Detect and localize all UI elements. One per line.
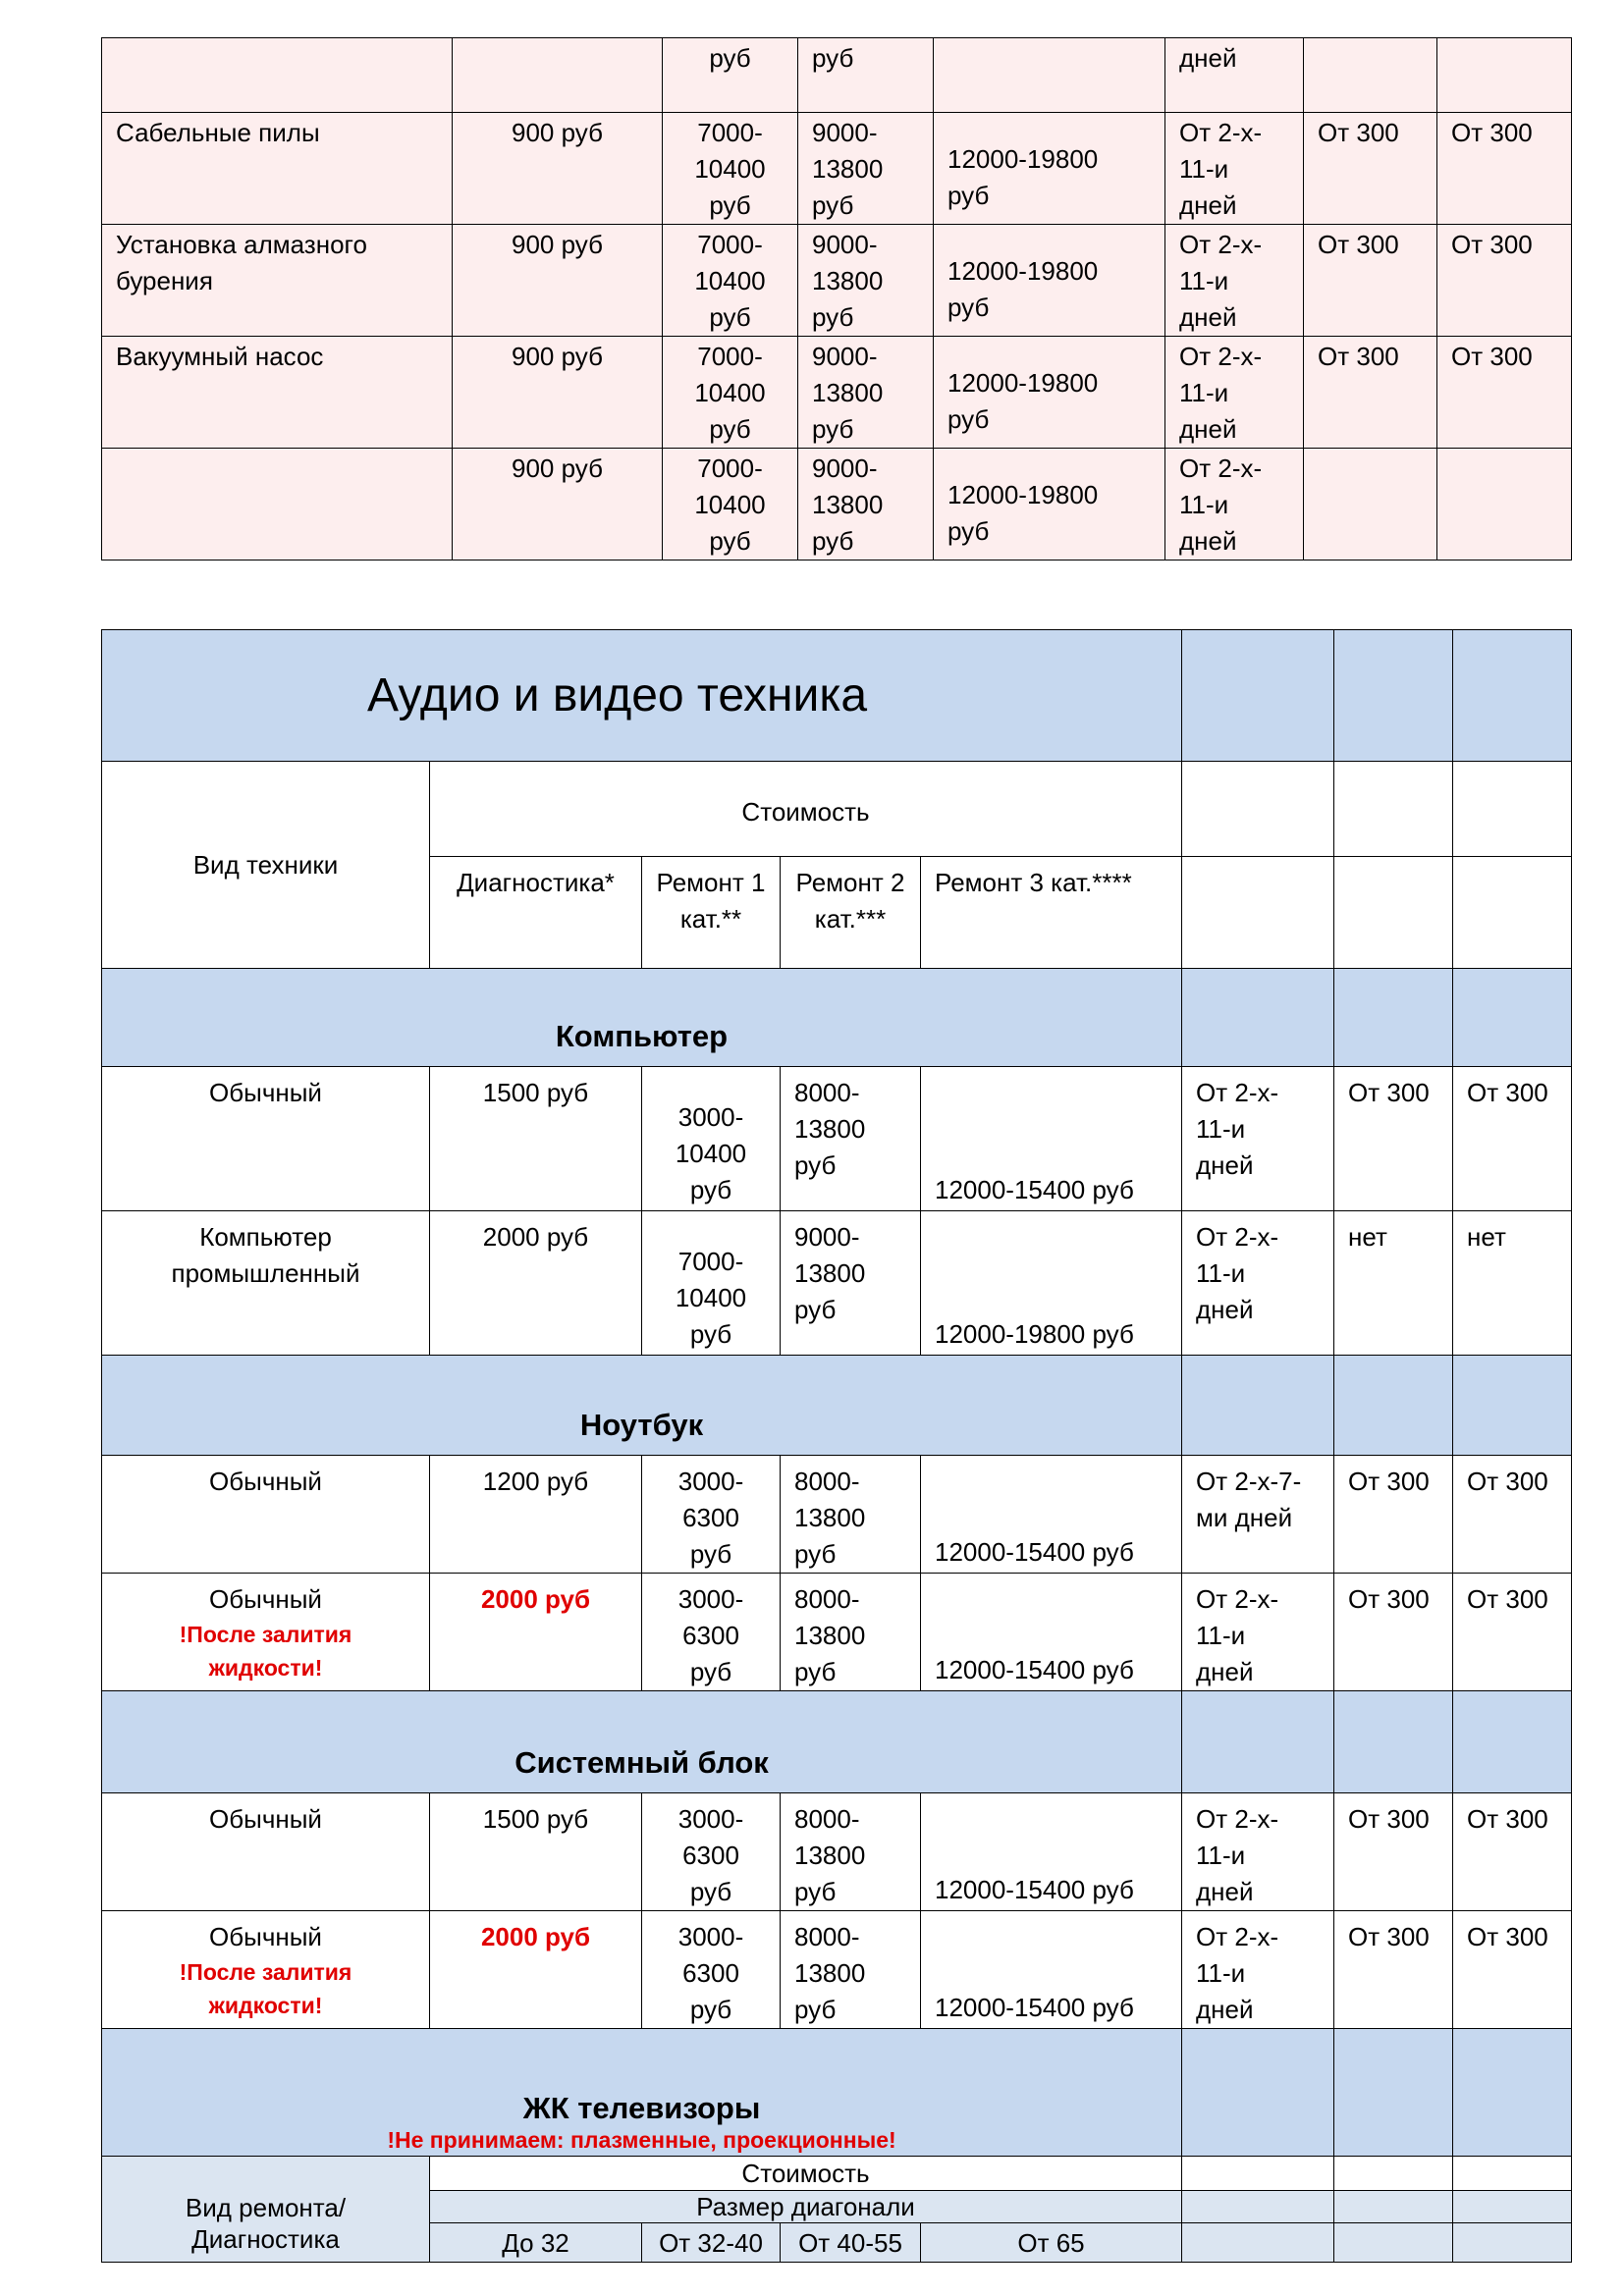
category-tv xyxy=(102,2029,1182,2157)
price-table-audio-video xyxy=(101,629,1572,2263)
tv-kind-header-text: Вид ремонта/Диагностика xyxy=(185,2192,347,2254)
tool-r2: 9000- 13800 руб xyxy=(798,449,934,561)
price-table-tools xyxy=(101,37,1572,561)
tool-diag: 900 руб xyxy=(453,449,663,561)
empty-cell xyxy=(1182,2029,1334,2157)
empty-cell xyxy=(1334,857,1453,969)
tool-diag: 900 руб xyxy=(453,337,663,449)
device-name-text: Обычный xyxy=(209,1467,322,1496)
device-diag: 2000 руб xyxy=(430,1211,642,1356)
table-row xyxy=(102,113,1572,225)
device-term: От 2-х- 11-и дней xyxy=(1182,1911,1334,2029)
device-r1: 7000- 10400 руб xyxy=(642,1211,781,1356)
device-r2: 8000- 13800 руб xyxy=(781,1793,921,1911)
empty-cell xyxy=(1182,1691,1334,1793)
tv-cost-header: Стоимость xyxy=(430,2157,1182,2191)
empty-cell xyxy=(1334,762,1453,857)
empty-cell xyxy=(1182,857,1334,969)
header-row xyxy=(102,762,1572,857)
tool-name: Установка алмазного бурения xyxy=(102,225,453,337)
tool-term: От 2-х- 11-и дней xyxy=(1165,113,1304,225)
cost-header: Стоимость xyxy=(430,762,1182,857)
device-term: От 2-х- 11-и дней xyxy=(1182,1793,1334,1911)
tool-c8: От 300 xyxy=(1437,337,1572,449)
empty-cell xyxy=(1453,2029,1572,2157)
device-r3: 12000-15400 руб xyxy=(921,1793,1182,1911)
tool-diag: 900 руб xyxy=(453,225,663,337)
device-c7: От 300 xyxy=(1334,1456,1453,1574)
col-r3-header: Ремонт 3 кат.**** xyxy=(921,857,1182,969)
empty-cell xyxy=(1182,762,1334,857)
page-title: Аудио и видео техника xyxy=(102,630,1182,762)
tool-c8: От 300 xyxy=(1437,225,1572,337)
col-r1-header: Ремонт 1 кат.** xyxy=(642,857,781,969)
empty-cell xyxy=(1453,1356,1572,1456)
table-row xyxy=(102,449,1572,561)
device-name-text: Обычный xyxy=(209,1584,322,1614)
empty-cell xyxy=(1453,2157,1572,2191)
device-term: От 2-х-7- ми дней xyxy=(1182,1456,1334,1574)
device-c7: От 300 xyxy=(1334,1911,1453,2029)
device-diag: 2000 руб xyxy=(430,1574,642,1691)
empty-cell xyxy=(1334,2223,1453,2263)
device-r3: 12000-15400 руб xyxy=(921,1067,1182,1211)
category-row-sysblock xyxy=(102,1691,1572,1793)
tool-c8 xyxy=(1437,449,1572,561)
table-row xyxy=(102,1793,1572,1911)
tool-r2: 9000- 13800 руб xyxy=(798,225,934,337)
device-term: От 2-х- 11-и дней xyxy=(1182,1067,1334,1211)
device-name xyxy=(102,1793,430,1911)
device-r2: 8000- 13800 руб xyxy=(781,1456,921,1574)
empty-cell xyxy=(1334,1356,1453,1456)
device-c8: От 300 xyxy=(1453,1574,1572,1691)
empty-cell xyxy=(1182,2191,1334,2223)
liquid-warning: !После залития жидкости! xyxy=(179,1622,352,1681)
tool-term: От 2-х- 11-и дней xyxy=(1165,225,1304,337)
empty-cell xyxy=(1453,2223,1572,2263)
device-c7: От 300 xyxy=(1334,1793,1453,1911)
tool-c7 xyxy=(1304,38,1437,113)
kind-header: Вид техники xyxy=(102,762,430,969)
tool-r3: 12000-19800 руб xyxy=(934,449,1165,561)
device-r2: 8000- 13800 руб xyxy=(781,1911,921,2029)
category-notebook: Ноутбук xyxy=(102,1356,1182,1456)
tool-diag xyxy=(453,38,663,113)
tool-r2: руб xyxy=(798,38,934,113)
tv-size-3: От 65 xyxy=(921,2223,1182,2263)
device-r1: 3000- 6300 руб xyxy=(642,1793,781,1911)
tool-r3: 12000-19800 руб xyxy=(934,225,1165,337)
device-r1: 3000- 6300 руб xyxy=(642,1574,781,1691)
tool-name: Сабельные пилы xyxy=(102,113,453,225)
col-diag-header: Диагностика* xyxy=(430,857,642,969)
tool-name: Вакуумный насос xyxy=(102,337,453,449)
tool-term: От 2-х- 11-и дней xyxy=(1165,337,1304,449)
category-sysblock: Системный блок xyxy=(102,1691,1182,1793)
device-diag: 2000 руб xyxy=(430,1911,642,2029)
tv-size-header: Размер диагонали xyxy=(430,2191,1182,2223)
device-c8: От 300 xyxy=(1453,1911,1572,2029)
device-name xyxy=(102,1911,430,2029)
empty-cell xyxy=(1334,1691,1453,1793)
table-row xyxy=(102,1911,1572,2029)
empty-cell xyxy=(1453,762,1572,857)
table-row xyxy=(102,1067,1572,1211)
tv-size-2: От 40-55 xyxy=(781,2223,921,2263)
device-name-text: Обычный xyxy=(209,1804,322,1834)
tool-r1: руб xyxy=(663,38,798,113)
category-row-computer xyxy=(102,969,1572,1067)
tool-name xyxy=(102,38,453,113)
empty-cell xyxy=(1182,2157,1334,2191)
device-r1: 3000- 10400 руб xyxy=(642,1067,781,1211)
tv-size-1: От 32-40 xyxy=(642,2223,781,2263)
tool-c7: От 300 xyxy=(1304,113,1437,225)
empty-cell xyxy=(1182,630,1334,762)
device-name-text: Обычный xyxy=(209,1922,322,1951)
device-name xyxy=(102,1067,430,1211)
tool-c8 xyxy=(1437,38,1572,113)
empty-cell xyxy=(1182,1356,1334,1456)
device-term: От 2-х- 11-и дней xyxy=(1182,1211,1334,1356)
empty-cell xyxy=(1182,2223,1334,2263)
device-r3: 12000-15400 руб xyxy=(921,1456,1182,1574)
empty-cell xyxy=(1453,857,1572,969)
tool-r1: 7000- 10400 руб xyxy=(663,225,798,337)
tool-name xyxy=(102,449,453,561)
category-tv-label: ЖК телевизоры xyxy=(522,2091,761,2125)
device-r3: 12000-15400 руб xyxy=(921,1911,1182,2029)
tv-kind-header xyxy=(102,2157,430,2263)
table-row xyxy=(102,337,1572,449)
device-c8: От 300 xyxy=(1453,1793,1572,1911)
liquid-warning: !После залития жидкости! xyxy=(179,1959,352,2018)
tool-r1: 7000- 10400 руб xyxy=(663,337,798,449)
empty-cell xyxy=(1334,2029,1453,2157)
device-c7: нет xyxy=(1334,1211,1453,1356)
device-diag: 1200 руб xyxy=(430,1456,642,1574)
tool-r3 xyxy=(934,38,1165,113)
device-r3: 12000-15400 руб xyxy=(921,1574,1182,1691)
device-r2: 8000- 13800 руб xyxy=(781,1067,921,1211)
empty-cell xyxy=(1453,630,1572,762)
device-r1: 3000- 6300 руб xyxy=(642,1911,781,2029)
empty-cell xyxy=(1453,1691,1572,1793)
device-r3: 12000-19800 руб xyxy=(921,1211,1182,1356)
device-c8: От 300 xyxy=(1453,1456,1572,1574)
device-c8: От 300 xyxy=(1453,1067,1572,1211)
table-row xyxy=(102,38,1572,113)
device-name xyxy=(102,1574,430,1691)
col-r2-header: Ремонт 2 кат.*** xyxy=(781,857,921,969)
category-computer: Компьютер xyxy=(102,969,1182,1067)
device-name-text: Компьютер промышленный xyxy=(171,1222,360,1288)
device-diag: 1500 руб xyxy=(430,1067,642,1211)
device-c8: нет xyxy=(1453,1211,1572,1356)
tv-warning: !Не принимаем: плазменные, проекционные! xyxy=(387,2127,896,2153)
tool-c8: От 300 xyxy=(1437,113,1572,225)
empty-cell xyxy=(1334,2191,1453,2223)
empty-cell xyxy=(1334,630,1453,762)
category-row-notebook xyxy=(102,1356,1572,1456)
tool-term: От 2-х- 11-и дней xyxy=(1165,449,1304,561)
tool-r1: 7000- 10400 руб xyxy=(663,449,798,561)
tool-c7: От 300 xyxy=(1304,225,1437,337)
empty-cell xyxy=(1453,2191,1572,2223)
device-name xyxy=(102,1456,430,1574)
table-row xyxy=(102,1456,1572,1574)
tool-r1: 7000- 10400 руб xyxy=(663,113,798,225)
category-row-tv xyxy=(102,2029,1572,2157)
empty-cell xyxy=(1453,969,1572,1067)
device-c7: От 300 xyxy=(1334,1067,1453,1211)
device-name xyxy=(102,1211,430,1356)
tool-r2: 9000- 13800 руб xyxy=(798,113,934,225)
device-diag: 1500 руб xyxy=(430,1793,642,1911)
empty-cell xyxy=(1182,969,1334,1067)
tool-r2: 9000- 13800 руб xyxy=(798,337,934,449)
table-title-row xyxy=(102,630,1572,762)
empty-cell xyxy=(1334,969,1453,1067)
device-r1: 3000- 6300 руб xyxy=(642,1456,781,1574)
table-row xyxy=(102,1574,1572,1691)
empty-cell xyxy=(1334,2157,1453,2191)
tool-term: дней xyxy=(1165,38,1304,113)
tool-r3: 12000-19800 руб xyxy=(934,113,1165,225)
tool-c7 xyxy=(1304,449,1437,561)
tool-r3: 12000-19800 руб xyxy=(934,337,1165,449)
device-r2: 8000- 13800 руб xyxy=(781,1574,921,1691)
device-r2: 9000- 13800 руб xyxy=(781,1211,921,1356)
table-row xyxy=(102,1211,1572,1356)
table-row xyxy=(102,225,1572,337)
tool-c7: От 300 xyxy=(1304,337,1437,449)
tool-diag: 900 руб xyxy=(453,113,663,225)
device-name-text: Обычный xyxy=(209,1078,322,1107)
tv-size-0: До 32 xyxy=(430,2223,642,2263)
device-term: От 2-х- 11-и дней xyxy=(1182,1574,1334,1691)
device-c7: От 300 xyxy=(1334,1574,1453,1691)
tv-cost-row xyxy=(102,2157,1572,2191)
